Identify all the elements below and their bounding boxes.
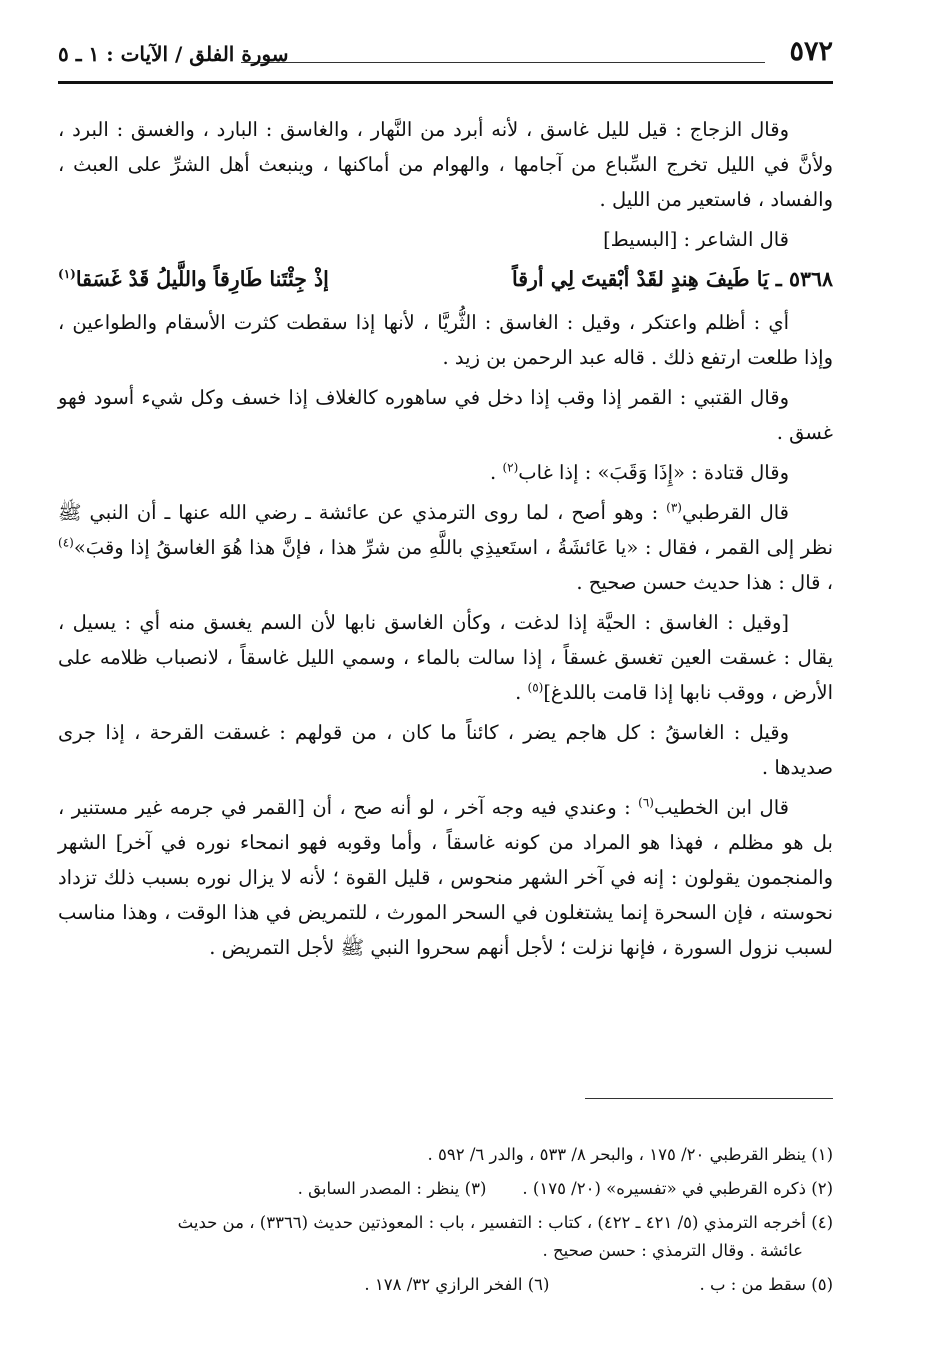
paragraph-ibn-khatib [58,790,833,965]
footnote-row-2-3 [58,1175,833,1203]
footnote-ref: (١) [58,267,76,282]
header-leader-line [241,62,765,63]
verse-first-hemistich: ٥٣٦٨ ـ يَا طَيفَ هِندٍ لقَدْ أبْقيتَ لِي أرقاً [511,267,833,291]
qurtubi-mid: : وهو أصح ، لما روى الترمذي عن عائشة ـ رضي الله عنها ـ أن النبي ﷺ نظر إلى القمر ، فقال : «يا عَائشَةُ ، استَعيذِي باللَّهِ من شرِّ هذا ، فإنَّ هذا هُوَ الغاسقُ إذا وقبَ» [58,501,833,559]
snake-end: . [515,681,528,704]
paragraph-qurtubi [58,495,833,600]
qatada-end: . [490,461,503,484]
footnote-ref: (٢) [502,460,519,475]
snake-text: [وقيل : الغاسق : الحيَّة إذا لدغت ، وكأن الغاسق نابها لأن السم يغسق منه أي : يسيل ، يقال : غسقت العين تغسق غسقاً ، إذا سالت بالماء ، وسمي الليل غاسقاً ، لانصباب ظلامه على الأرض ، ووقب نابها إذا قامت باللدغ] [58,611,833,704]
poetry-verse [58,262,833,297]
ibn-khatib-rest: : وعندي فيه وجه آخر ، لو أنه صح ، أن [القمر في جرمه غير مستنير ، بل هو مظلم ، فهذا هو المراد من كونه غاسقاً ، وأما وقوبه فهو انمحاء نوره في آخر] الشهر والمنجمون يقولون : إنه في آخر الشهر منحوس ، قليل القوة ؛ لأنه لا يزال نوره بسبب ذلك تزداد نحوسته ، فإن السحرة إنما يشتغلون في السحر المورث ، للتمريض في هذا الوقت ، وهذا مناسب لسبب نزول السورة ، فإنها نزلت ؛ لأجل أنهم سحروا النبي ﷺ لأجل التمريض . [58,796,833,959]
running-title: سورة الفلق / الآيات : ١ ـ ٥ [58,42,289,66]
paragraph-ghasiq: وقيل : الغاسقُ : كل هاجم يضر ، كائناً ما كان ، من قولهم : غسقت القرحة ، إذا جرى صديدها . [58,721,833,779]
footnote-3: (٣) ينظر : المصدر السابق . [297,1179,487,1198]
main-text [58,112,833,970]
footnote-row-5-6 [58,1271,833,1299]
footnote-ref: (٥) [527,680,544,695]
page-header [58,36,833,76]
footnote-6: (٦) الفخر الرازي ٣٢/ ١٧٨ . [364,1275,550,1294]
paragraph-zajjaj: وقال الزجاج : قيل لليل غاسق ، لأنه أبرد من النَّهار ، والغاسق : البارد ، والغسق : البرد ، ولأنَّ في الليل تخرج السِّباع من آجامها ، والهوام من أماكنها ، وينبعث أهل الشرِّ على العبث ، والفساد ، فاستعير من الليل . [58,118,833,211]
footnote-1: (١) ينظر القرطبي ٢٠/ ١٧٥ ، والبحر ٨/ ٥٣٣ ، والدر ٦/ ٥٩٢ . [427,1145,833,1164]
footnote-2: (٢) ذكره القرطبي في «تفسيره» (٢٠/ ١٧٥) . [522,1179,833,1198]
footnote-ref: (٤) [58,535,74,550]
footnote-4-continued: عائشة . وقال الترمذي : حسن صحيح . [542,1241,803,1260]
footnotes [58,1141,833,1305]
paragraph-qutbi: وقال القتبي : القمر إذا وقب إذا دخل في ساهوره كالغلاف إذا خسف وكل شيء أسود فهو غسق . [58,386,833,444]
header-rule [58,81,833,84]
ibn-khatib-start: قال ابن الخطيب [653,796,789,819]
qurtubi-end: ، قال : هذا حديث حسن صحيح . [576,571,833,594]
footnote-separator [585,1098,833,1099]
footnote-ref: (٣) [666,500,682,515]
qurtubi-start: قال القرطبي [681,501,790,524]
page-number: ٥٧٢ [789,36,833,67]
paragraph-snake [58,605,833,710]
paragraph-thurayya: أي : أظلم واعتكر ، وقيل : الغاسق : الثُّريَّا ، لأنها إذا سقطت كثرت الأسقام والطواعين ، وإذا طلعت ارتفع ذلك . قاله عبد الرحمن بن زيد . [58,311,833,369]
verse-second-hemistich-wrap [58,262,329,297]
paragraph-qatada [58,455,833,490]
qatada-text: وقال قتادة : «إِذَا وَقَبَ» : إذا غاب [518,461,789,484]
footnote-5: (٥) سقط من : ب . [699,1275,833,1294]
footnote-ref: (٦) [638,795,654,810]
poet-intro: قال الشاعر : [البسيط] [603,228,789,251]
footnote-4: (٤) أخرجه الترمذي (٥/ ٤٢١ ـ ٤٢٢) ، كتاب : التفسير ، باب : المعوذتين حديث (٣٣٦٦) ، من حديث [177,1213,833,1232]
verse-second-hemistich: إذْ جِئْتَنا طَارِقاً واللَّيلُ قَدْ غَسَقا [75,267,329,291]
